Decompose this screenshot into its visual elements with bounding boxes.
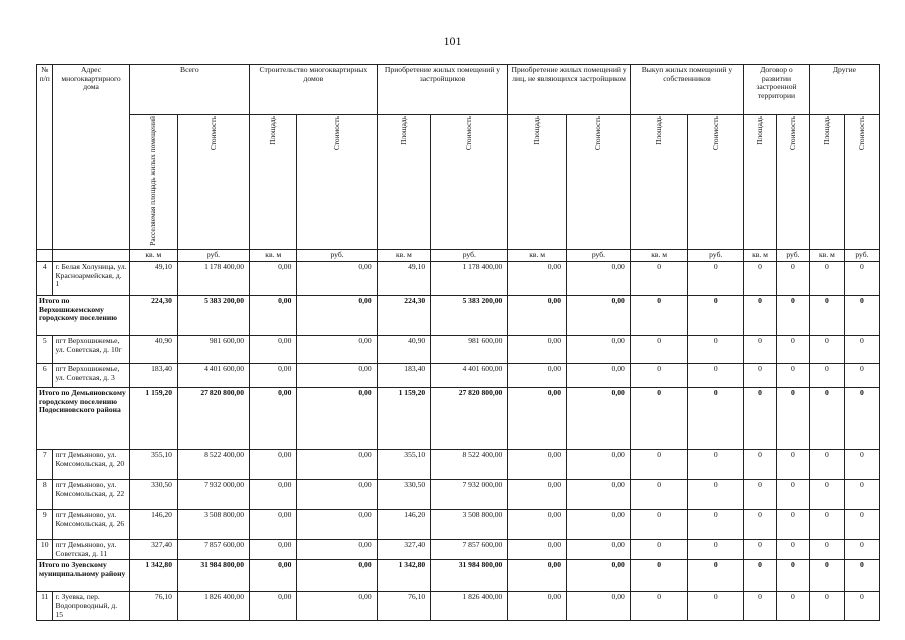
value-cell: 31 984 800,00: [431, 560, 508, 592]
value-cell: 0: [630, 480, 688, 510]
value-cell: 0: [630, 510, 688, 540]
value-cell: 49,10: [377, 262, 431, 296]
value-cell: 0,00: [250, 560, 297, 592]
row-address: г. Зуевка, пер. Водопроводный, д. 15: [53, 592, 129, 621]
value-cell: 0: [688, 364, 744, 388]
value-cell: 0: [630, 296, 688, 336]
subheader-cell: [431, 115, 508, 250]
value-cell: 76,10: [129, 592, 177, 621]
subtotal-label: Итого по Зуевскому муниципальному району: [37, 560, 130, 592]
value-cell: 0: [630, 560, 688, 592]
value-cell: 0: [776, 388, 809, 450]
row-address: пгт Верхошижемье, ул. Советская, д. 10г: [53, 336, 129, 364]
row-address: пгт Демьяново, ул. Комсомольская, д. 20: [53, 450, 129, 480]
value-cell: 0,00: [567, 450, 631, 480]
value-cell: 0,00: [508, 450, 567, 480]
subheader-label: Стоимость: [710, 116, 720, 151]
value-cell: 0: [809, 560, 844, 592]
value-cell: 0,00: [250, 388, 297, 450]
subheader-cell: [630, 115, 688, 250]
value-cell: 146,20: [377, 510, 431, 540]
value-cell: 27 820 800,00: [431, 388, 508, 450]
subheader-cell: [377, 115, 431, 250]
subheader-label: Стоимость: [787, 116, 797, 151]
subheader-cell: [177, 115, 249, 250]
header-group-other: Другие: [809, 65, 879, 115]
value-cell: 0,00: [567, 388, 631, 450]
value-cell: 0,00: [508, 262, 567, 296]
value-cell: 27 820 800,00: [177, 388, 249, 450]
unit-cell: кв. м: [129, 250, 177, 262]
value-cell: 224,30: [377, 296, 431, 336]
value-cell: 0,00: [250, 510, 297, 540]
value-cell: 7 932 000,00: [177, 480, 249, 510]
value-cell: 0,00: [508, 540, 567, 560]
value-cell: 0: [688, 296, 744, 336]
table-row: [37, 540, 880, 560]
value-cell: 0: [688, 560, 744, 592]
value-cell: 981 600,00: [431, 336, 508, 364]
value-cell: 0,00: [508, 480, 567, 510]
value-cell: 327,40: [377, 540, 431, 560]
value-cell: 0,00: [567, 364, 631, 388]
value-cell: 0,00: [567, 560, 631, 592]
value-cell: 0: [744, 262, 777, 296]
value-cell: 0: [844, 450, 879, 480]
value-cell: 0,00: [250, 450, 297, 480]
table-row: [37, 262, 880, 296]
value-cell: 7 932 000,00: [431, 480, 508, 510]
value-cell: 0,00: [567, 510, 631, 540]
value-cell: 4 401 600,00: [431, 364, 508, 388]
value-cell: 0: [688, 450, 744, 480]
value-cell: 0: [844, 364, 879, 388]
value-cell: 0,00: [250, 336, 297, 364]
value-cell: 0: [809, 510, 844, 540]
unit-cell: кв. м: [250, 250, 297, 262]
value-cell: 0: [630, 262, 688, 296]
value-cell: 0: [809, 540, 844, 560]
value-cell: 0,00: [297, 364, 377, 388]
value-cell: 0: [744, 296, 777, 336]
value-cell: 0,00: [297, 540, 377, 560]
value-cell: 327,40: [129, 540, 177, 560]
value-cell: 3 508 800,00: [177, 510, 249, 540]
row-number: 8: [37, 480, 53, 510]
value-cell: 0: [844, 592, 879, 621]
unit-cell: кв. м: [630, 250, 688, 262]
value-cell: 0,00: [250, 592, 297, 621]
value-cell: 0: [809, 262, 844, 296]
units-blank-no: [37, 250, 53, 262]
unit-cell: руб.: [431, 250, 508, 262]
value-cell: 0,00: [567, 262, 631, 296]
value-cell: 0: [744, 336, 777, 364]
header-group-total: Всего: [129, 65, 249, 115]
value-cell: 183,40: [377, 364, 431, 388]
value-cell: 0,00: [297, 262, 377, 296]
value-cell: 330,50: [377, 480, 431, 510]
subheader-label: Площадь: [654, 116, 664, 145]
subheader-cell: [776, 115, 809, 250]
value-cell: 0: [776, 262, 809, 296]
value-cell: 0: [809, 450, 844, 480]
unit-cell: руб.: [567, 250, 631, 262]
value-cell: 1 342,80: [377, 560, 431, 592]
subheader-cell: [688, 115, 744, 250]
value-cell: 0,00: [567, 336, 631, 364]
row-number: 7: [37, 450, 53, 480]
unit-cell: кв. м: [744, 250, 777, 262]
subheader-label: Стоимость: [332, 116, 342, 151]
value-cell: 1 826 400,00: [177, 592, 249, 621]
value-cell: 0: [688, 480, 744, 510]
table-row: [37, 480, 880, 510]
value-cell: 0,00: [250, 364, 297, 388]
value-cell: 0: [844, 262, 879, 296]
value-cell: 0: [744, 364, 777, 388]
value-cell: 1 826 400,00: [431, 592, 508, 621]
value-cell: 1 159,20: [377, 388, 431, 450]
row-number: 5: [37, 336, 53, 364]
value-cell: 1 159,20: [129, 388, 177, 450]
value-cell: 0: [844, 560, 879, 592]
value-cell: 0,00: [250, 262, 297, 296]
value-cell: 0: [776, 540, 809, 560]
subheader-cell: [508, 115, 567, 250]
value-cell: 0,00: [508, 592, 567, 621]
unit-cell: руб.: [844, 250, 879, 262]
row-number: 11: [37, 592, 53, 621]
value-cell: 0,00: [508, 510, 567, 540]
value-cell: 355,10: [377, 450, 431, 480]
value-cell: 0,00: [297, 592, 377, 621]
subheader-label: Площадь: [268, 116, 278, 145]
value-cell: 0: [809, 296, 844, 336]
value-cell: 0: [688, 262, 744, 296]
value-cell: 7 857 600,00: [431, 540, 508, 560]
value-cell: 0: [744, 510, 777, 540]
header-group-buyout: Выкуп жилых помещений у собственников: [630, 65, 743, 115]
value-cell: 355,10: [129, 450, 177, 480]
row-address: пгт Верхошижемье, ул. Советская, д. 3: [53, 364, 129, 388]
value-cell: 0: [776, 296, 809, 336]
table-row: [37, 364, 880, 388]
subheader-cell: [250, 115, 297, 250]
value-cell: 0: [744, 450, 777, 480]
value-cell: 40,90: [377, 336, 431, 364]
subheader-label: Площадь: [755, 116, 764, 145]
subheader-label: Стоимость: [208, 116, 218, 151]
row-number: 6: [37, 364, 53, 388]
value-cell: 3 508 800,00: [431, 510, 508, 540]
subheader-label: Стоимость: [593, 116, 603, 151]
value-cell: 0,00: [567, 296, 631, 336]
value-cell: 1 178 400,00: [431, 262, 508, 296]
value-cell: 0: [630, 592, 688, 621]
value-cell: 0: [844, 540, 879, 560]
value-cell: 0,00: [250, 540, 297, 560]
row-number: 9: [37, 510, 53, 540]
value-cell: 0,00: [250, 296, 297, 336]
value-cell: 0: [809, 480, 844, 510]
header-address: Адрес многоквартирного дома: [53, 65, 129, 250]
unit-cell: руб.: [776, 250, 809, 262]
value-cell: 0: [688, 592, 744, 621]
value-cell: 0: [809, 336, 844, 364]
value-cell: 0,00: [567, 592, 631, 621]
value-cell: 0: [776, 336, 809, 364]
subheader-cell: [744, 115, 777, 250]
value-cell: 0: [776, 450, 809, 480]
row-address: пгт Демьяново, ул. Комсомольская, д. 26: [53, 510, 129, 540]
resettlement-table: [36, 64, 880, 621]
value-cell: 0: [744, 592, 777, 621]
subheader-cell: [844, 115, 879, 250]
value-cell: 0: [744, 388, 777, 450]
header-group-construction: Строительство многоквартирных домов: [250, 65, 378, 115]
value-cell: 146,20: [129, 510, 177, 540]
value-cell: 0: [809, 388, 844, 450]
value-cell: 0,00: [297, 510, 377, 540]
row-address: пгт Демьяново, ул. Комсомольская, д. 22: [53, 480, 129, 510]
value-cell: 0: [844, 388, 879, 450]
value-cell: 1 178 400,00: [177, 262, 249, 296]
unit-cell: руб.: [297, 250, 377, 262]
value-cell: 0: [688, 510, 744, 540]
value-cell: 224,30: [129, 296, 177, 336]
table-row: [37, 450, 880, 480]
header-row-subcolumns: [37, 115, 880, 250]
value-cell: 31 984 800,00: [177, 560, 249, 592]
header-no: № п/п: [37, 65, 53, 250]
value-cell: 0,00: [297, 480, 377, 510]
header-group-development-contract: Договор о развитии застроенной территории: [744, 65, 810, 115]
value-cell: 8 522 400,00: [177, 450, 249, 480]
value-cell: 0,00: [297, 560, 377, 592]
value-cell: 0: [688, 540, 744, 560]
row-number: 4: [37, 262, 53, 296]
header-row-units: [37, 250, 880, 262]
value-cell: 0: [744, 480, 777, 510]
value-cell: 0: [776, 480, 809, 510]
subheader-cell: [129, 115, 177, 250]
subtotal-row: [37, 296, 880, 336]
value-cell: 40,90: [129, 336, 177, 364]
value-cell: 49,10: [129, 262, 177, 296]
subheader-cell: [809, 115, 844, 250]
value-cell: 0: [744, 560, 777, 592]
value-cell: 0: [844, 510, 879, 540]
units-blank-address: [53, 250, 129, 262]
value-cell: 0: [776, 592, 809, 621]
value-cell: 0: [630, 388, 688, 450]
subtotal-label: Итого по Верхошижемскому городскому поселению: [37, 296, 130, 336]
subheader-cell: [567, 115, 631, 250]
value-cell: 0: [744, 540, 777, 560]
unit-cell: кв. м: [809, 250, 844, 262]
value-cell: 0,00: [508, 560, 567, 592]
value-cell: 0,00: [297, 388, 377, 450]
unit-cell: кв. м: [377, 250, 431, 262]
header-row-groups: [37, 65, 880, 115]
value-cell: 0: [776, 364, 809, 388]
value-cell: 0: [688, 336, 744, 364]
value-cell: 0,00: [297, 296, 377, 336]
page-number: 101: [443, 34, 462, 48]
value-cell: 0: [844, 296, 879, 336]
value-cell: 0: [630, 336, 688, 364]
value-cell: 8 522 400,00: [431, 450, 508, 480]
subheader-label: Стоимость: [856, 116, 866, 151]
table-row: [37, 510, 880, 540]
subheader-label: Площадь: [532, 116, 542, 145]
value-cell: 0,00: [250, 480, 297, 510]
unit-cell: руб.: [688, 250, 744, 262]
value-cell: 0: [688, 388, 744, 450]
value-cell: 0: [630, 364, 688, 388]
table-row: [37, 336, 880, 364]
value-cell: 0: [844, 336, 879, 364]
table-row: [37, 592, 880, 621]
value-cell: 0,00: [297, 450, 377, 480]
value-cell: 5 383 200,00: [431, 296, 508, 336]
value-cell: 0,00: [508, 296, 567, 336]
value-cell: 0: [809, 364, 844, 388]
value-cell: 1 342,80: [129, 560, 177, 592]
value-cell: 76,10: [377, 592, 431, 621]
header-group-non-developers: Приобретение жилых помещений у лиц, не являющихся застройщиком: [508, 65, 630, 115]
value-cell: 0: [809, 592, 844, 621]
subtotal-row: [37, 560, 880, 592]
value-cell: 981 600,00: [177, 336, 249, 364]
value-cell: 183,40: [129, 364, 177, 388]
value-cell: 5 383 200,00: [177, 296, 249, 336]
row-address: пгт Демьяново, ул. Советская, д. 11: [53, 540, 129, 560]
row-number: 10: [37, 540, 53, 560]
value-cell: 0: [844, 480, 879, 510]
subtotal-label: Итого по Демьяновскому городскому поселению Подосиновского района: [37, 388, 130, 450]
subheader-label: Площадь: [398, 116, 408, 145]
row-address: г. Белая Холуница, ул. Красноармейская, д. 1: [53, 262, 129, 296]
subheader-label: Расселяемая площадь жилых помещений: [148, 116, 158, 246]
subheader-cell: [297, 115, 377, 250]
value-cell: 7 857 600,00: [177, 540, 249, 560]
unit-cell: руб.: [177, 250, 249, 262]
value-cell: 0,00: [567, 540, 631, 560]
value-cell: 330,50: [129, 480, 177, 510]
value-cell: 4 401 600,00: [177, 364, 249, 388]
value-cell: 0,00: [297, 336, 377, 364]
value-cell: 0: [776, 510, 809, 540]
value-cell: 0,00: [508, 336, 567, 364]
header-group-developers: Приобретение жилых помещений у застройщиков: [377, 65, 508, 115]
subtotal-row: [37, 388, 880, 450]
subheader-label: Площадь: [821, 116, 831, 145]
value-cell: 0,00: [567, 480, 631, 510]
value-cell: 0,00: [508, 388, 567, 450]
table-body: [37, 262, 880, 621]
subheader-label: Стоимость: [464, 116, 474, 151]
value-cell: 0: [630, 540, 688, 560]
unit-cell: кв. м: [508, 250, 567, 262]
value-cell: 0: [630, 450, 688, 480]
value-cell: 0,00: [508, 364, 567, 388]
value-cell: 0: [776, 560, 809, 592]
